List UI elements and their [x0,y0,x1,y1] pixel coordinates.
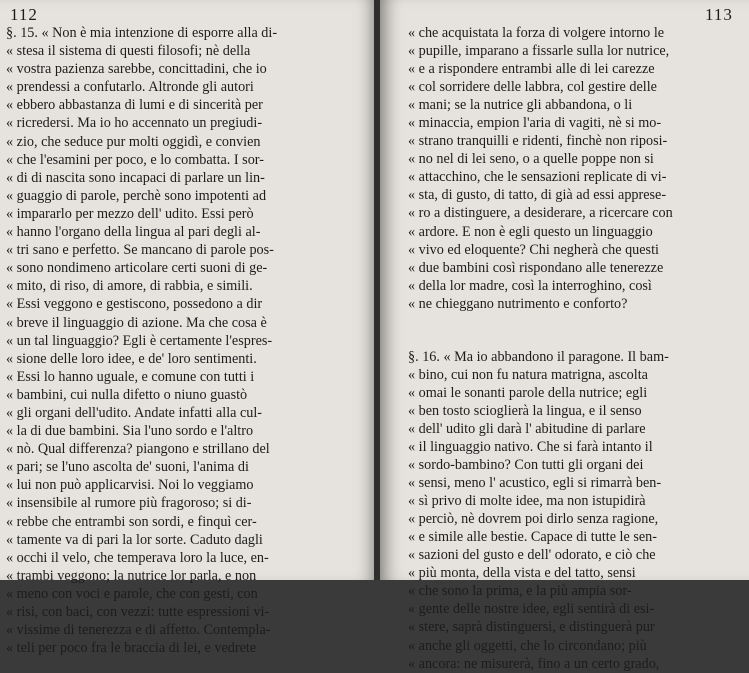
text-line: « bambini, cui nulla difetto o niuno guastò [6,386,248,403]
paragraph-gap [408,313,738,348]
text-line: « perciò, nè dovrem poi dirlo senza ragione, [408,511,659,528]
text-line: « bino, cui non fu natura matrigna, ascolta [408,366,648,383]
text-line: « mani; se la nutrice gli abbandona, o li [408,97,633,114]
text-line: « gli organi dell'udito. Andate infatti alla cul- [6,404,263,421]
text-line: « ricredersi. Ma io ho accennato un pregiudi- [6,115,263,132]
text-line: « attacchino, che le sensazioni replicate di vi- [408,169,667,186]
text-line: « anche gli oggetti, che lo circondano; più [408,637,647,654]
right-page-text [408,24,738,673]
text-line: « stere, saprà distinguersi, e distinguerà pur [408,619,655,636]
text-line: « che acquistata la forza di volgere intorno le [408,25,665,41]
text-line: §. 16. « Ma io abbandono il paragone. Il bam- [408,348,669,365]
text-line: « sì privo di molte idee, ma non istupidirà [408,493,646,510]
text-line: « nò. Qual differenza? piangono e strillano del [6,441,270,458]
text-line: « sordo-bambino? Con tutti gli organi dei [408,457,644,474]
text-line: « ne chieggano nutrimento e conforto? [408,295,628,312]
text-line: « meno con voci e parole, che con gesti, con [6,585,258,602]
text-line: « tamente va di pari la lor sorte. Caduto dagli [6,531,263,548]
text-line: « e a rispondere entrambi alle di lei carezze [408,61,655,78]
text-line: « lui non può applicarvisi. Noi lo veggiamo [6,477,254,494]
text-line: « il linguaggio nativo. Che si farà intanto il [408,438,653,455]
text-line: « hanno l'organo della lingua al pari degli al- [6,224,261,241]
text-line: « Essi veggono e gestiscono, possedono a dir [6,296,263,313]
text-line: « Essi lo hanno uguale, e comune con tutti i [6,368,255,385]
text-line: « sensi, meno l' acustico, egli si rimarrà ben- [408,475,662,492]
text-line: « zio, che seduce pur molti oggidì, e convien [6,133,261,150]
text-line: « ro a distinguere, a desiderare, a ricercare con [408,205,673,222]
text-line: « di di nascita sono incapaci di parlare un lin- [6,169,265,186]
left-page [0,0,378,657]
text-line: « strano tranquilli e ridenti, finchè non riposi- [408,133,668,150]
text-line: « ebbero abbastanza di lumi e di sincerità per [6,97,263,114]
text-line: « occhi il velo, che temperava loro la luce, en- [6,549,269,566]
text-line: « sazioni del gusto e dell' odorato, e ciò che [408,547,656,564]
text-line: « minaccia, empion l'aria di vagiti, nè si mo- [408,115,662,132]
text-line: « ancora: ne misurerà, fino a un certo grado, [408,655,660,672]
text-line: « trambi veggono; la nutrice lor parla, e non [6,567,257,584]
text-line: « ben tosto scioglierà la lingua, e il senso [408,402,642,419]
text-line: « prendessi a confutarlo. Altronde gli autori [6,79,254,96]
text-line: « sono nondimeno articolare certi suoni di ge- [6,260,268,277]
text-line: « gente delle nostre idee, egli sentirà di esi- [408,601,655,618]
text-line: « sione delle loro idee, e de' loro sentimenti. [6,350,257,367]
text-line: « la di due bambini. Sia l'uno sordo e l'altro [6,423,254,440]
text-line: « tri sano e perfetto. Se mancano di parole pos- [6,242,274,259]
text-line: §. 15. « Non è mia intenzione di esporre alla di- [6,25,278,41]
text-line: « no nel di lei seno, o a quelle poppe non si [408,151,654,168]
text-line: « più monta, della vista e del tatto, sensi [408,565,636,582]
text-line: « rebbe che entrambi son sordi, e finquì cer- [6,513,257,530]
text-line: « vissime di tenerezza e di affetto. Contempla- [6,622,271,639]
text-line: « pupille, imparano a fissarle sulla lor nutrice, [408,43,670,60]
text-line: « e simile alle bestie. Capace di tutte le sen- [408,529,657,546]
text-line: « teli per poco fra le braccia di lei, e vedrete [6,640,257,657]
text-line: « sta, di gusto, di tatto, di già ad essi apprese- [408,187,667,204]
text-line: « ardore. E non è egli questo un linguaggio [408,223,653,240]
text-line: « mito, di riso, di amore, di rabbia, e simili. [6,278,253,295]
text-line: « vostra pazienza sarebbe, concittadini, che io [6,61,267,78]
text-line: « risi, con baci, con vezzi: tutte espressioni vi- [6,604,270,620]
text-line: « insensibile al rumore più fragoroso; si di- [6,495,252,512]
text-line: « vivo ed eloquente? Chi negherà che questi [408,241,659,258]
text-line: « omai le sonanti parole della nutrice; egli [408,384,648,401]
text-line: « due bambini così rispondano alle tenerezze [408,259,664,276]
text-line: « che sono la prima, e la più ampia sor- [408,583,632,600]
text-line: « dell' udito gli darà l' abitudine di parlare [408,420,646,437]
text-line: « impararlo per mezzo dell' udito. Essi però [6,205,254,222]
page-number-left: 112 [10,5,38,24]
text-line: « breve il linguaggio di azione. Ma che cosa è [6,314,267,331]
right-page [380,0,749,672]
text-line: « guaggio di parole, perchè sono impotenti ad [6,187,267,204]
text-line: « stesa il sistema di questi filosofi; nè della [6,43,251,60]
text-line: « della lor madre, così la interroghino, così [408,277,652,294]
text-line: « col sorridere delle labbra, col gestire delle [408,79,657,96]
text-line: « che l'esamini per poco, e lo combatta. I sor- [6,151,264,168]
text-line: « un tal linguaggio? Egli è certamente l'espres- [6,332,273,349]
left-page-text [6,24,342,657]
page-number-right: 113 [705,5,733,24]
text-line: « pari; se l'uno ascolta de' suoni, l'anima di [6,459,249,476]
